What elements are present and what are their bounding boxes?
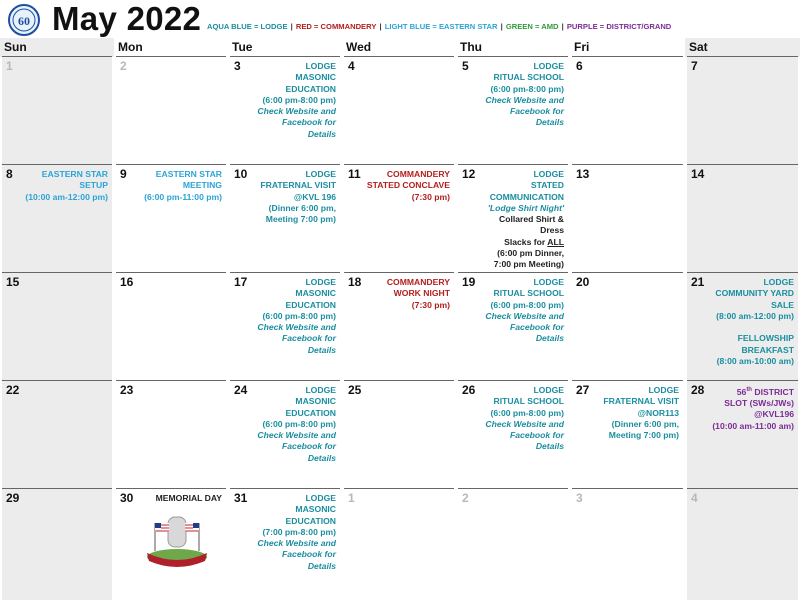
event-line: Check Website and — [257, 322, 336, 333]
event-line: (10:00 am-11:00 am) — [712, 420, 794, 431]
svg-text:60: 60 — [18, 14, 30, 28]
event-line: (Dinner 6:00 pm, — [611, 418, 679, 429]
day-number: 30 — [120, 491, 134, 505]
event-block[interactable] — [252, 385, 336, 464]
event-line: MEMORIAL DAY — [155, 493, 222, 503]
day-number: 31 — [234, 491, 248, 505]
calendar-day-cell[interactable] — [572, 380, 683, 488]
calendar-day-cell[interactable] — [344, 488, 454, 600]
event-line: (Dinner 6:00 pm, — [268, 202, 336, 213]
page-title: May 2022 — [52, 0, 202, 37]
calendar-day-cell[interactable] — [230, 164, 340, 272]
event-line: MASONIC EDUCATION — [285, 504, 336, 526]
event-line: LODGE — [533, 277, 564, 287]
day-number: 4 — [348, 59, 355, 73]
day-number: 5 — [462, 59, 469, 73]
event-block[interactable] — [252, 493, 336, 572]
event-line: (6:00 pm-8:00 pm) — [490, 299, 564, 310]
event-line: (7:00 pm-8:00 pm) — [262, 526, 336, 537]
calendar-day-cell[interactable] — [2, 272, 112, 380]
event-block[interactable] — [709, 385, 794, 432]
event-block[interactable] — [594, 385, 679, 441]
event-line: Meeting 7:00 pm) — [608, 430, 679, 441]
event-line: LODGE — [648, 385, 679, 395]
event-line: MEETING — [182, 180, 222, 191]
day-number: 16 — [120, 275, 134, 289]
legend-item: GREEN = AMD — [505, 22, 559, 31]
event-line: SLOT (SWs/JWs) — [724, 398, 794, 409]
event-line: WORK NIGHT — [393, 288, 450, 299]
event-line: RITUAL SCHOOL — [493, 72, 564, 83]
event-line: LODGE — [533, 61, 564, 71]
calendar-day-cell[interactable] — [572, 488, 683, 600]
calendar-day-cell[interactable] — [230, 56, 340, 164]
event-line: EASTERN STAR — [41, 169, 108, 179]
event-block[interactable] — [709, 277, 794, 367]
legend-item: PURPLE = DISTRICT/GRAND — [566, 22, 672, 31]
event-line: (6:00 pm-8:00 pm) — [262, 310, 336, 321]
day-number: 22 — [6, 383, 20, 397]
event-line: Facebook for Details — [510, 430, 564, 452]
event-block[interactable] — [252, 277, 336, 356]
event-line: (6:00 pm Dinner, — [497, 248, 564, 259]
event-line: Check Website and — [257, 430, 336, 441]
event-line: (6:00 pm-8:00 pm) — [490, 407, 564, 418]
event-line: MASONIC EDUCATION — [285, 288, 336, 310]
day-number: 4 — [691, 491, 698, 505]
calendar-day-cell[interactable] — [458, 380, 568, 488]
event-block[interactable] — [252, 169, 336, 225]
event-line: (6:00 pm-8:00 pm) — [262, 94, 336, 105]
event-line: STATED CONCLAVE — [366, 180, 450, 191]
event-line: LODGE — [533, 385, 564, 395]
event-line: RITUAL SCHOOL — [493, 396, 564, 407]
day-number: 1 — [348, 491, 355, 505]
calendar-grid — [0, 38, 800, 600]
calendar-day-cell[interactable] — [687, 272, 798, 380]
day-number: 12 — [462, 167, 476, 181]
day-number: 3 — [576, 491, 583, 505]
calendar-day-cell[interactable] — [2, 380, 112, 488]
calendar-day-cell[interactable] — [344, 272, 454, 380]
day-number: 20 — [576, 275, 590, 289]
day-number: 6 — [576, 59, 583, 73]
calendar-day-cell[interactable] — [687, 56, 798, 164]
event-line: Slacks for ALL — [504, 236, 564, 247]
calendar-day-cell[interactable] — [116, 488, 226, 600]
event-line: 56th DISTRICT — [736, 386, 794, 397]
calendar-day-cell[interactable] — [2, 488, 112, 600]
event-line: Check Website and — [257, 538, 336, 549]
legend-item: AQUA BLUE = LODGE — [207, 22, 288, 31]
day-number: 28 — [691, 383, 705, 397]
event-line: STATED — [530, 180, 564, 191]
event-line: (7:30 pm) — [411, 191, 450, 202]
event-line: @KVL196 — [754, 409, 794, 420]
event-line: Facebook for Details — [510, 106, 564, 128]
day-number: 11 — [348, 167, 361, 181]
event-line: Check Website and — [257, 106, 336, 117]
event-line: Collared Shirt & Dress — [499, 214, 564, 236]
day-number: 3 — [234, 59, 241, 73]
calendar-day-cell[interactable] — [687, 488, 798, 600]
event-line: (6:00 pm-8:00 pm) — [490, 83, 564, 94]
legend-item: | — [559, 22, 566, 31]
event-line: COMMANDERY — [386, 277, 450, 287]
day-number: 9 — [120, 167, 127, 181]
calendar-day-cell[interactable] — [458, 164, 568, 272]
event-block[interactable] — [366, 277, 450, 311]
event-block[interactable] — [366, 169, 450, 203]
event-line: 'Lodge Shirt Night' — [487, 202, 564, 213]
event-line: 7:00 pm Meeting) — [493, 259, 564, 270]
legend-item: RED = COMMANDERY — [295, 22, 377, 31]
day-number: 14 — [691, 167, 705, 181]
calendar-day-cell[interactable] — [687, 380, 798, 488]
legend-item: | — [498, 22, 505, 31]
weekday-header-thu: Thu — [460, 40, 482, 54]
day-number: 1 — [6, 59, 13, 73]
event-line: BREAKFAST — [741, 344, 794, 355]
day-number: 21 — [691, 275, 705, 289]
legend-item: | — [377, 22, 384, 31]
event-block[interactable] — [480, 277, 564, 345]
day-number: 8 — [6, 167, 13, 181]
calendar-day-cell[interactable] — [2, 164, 112, 272]
event-line: (7:30 pm) — [411, 299, 450, 310]
day-number: 17 — [234, 275, 248, 289]
event-line: LODGE — [305, 493, 336, 503]
day-number: 7 — [691, 59, 698, 73]
event-line: (10:00 am-12:00 pm) — [25, 191, 108, 202]
event-line — [709, 322, 794, 333]
day-number: 19 — [462, 275, 476, 289]
event-line: COMMUNICATION — [489, 191, 564, 202]
calendar-day-cell[interactable] — [572, 272, 683, 380]
legend-item: | — [288, 22, 295, 31]
day-number: 18 — [348, 275, 362, 289]
weekday-header-fri: Fri — [574, 40, 590, 54]
calendar-day-cell[interactable] — [344, 164, 454, 272]
calendar-day-cell[interactable] — [344, 56, 454, 164]
weekday-header-wed: Wed — [346, 40, 372, 54]
event-line: Meeting 7:00 pm) — [265, 214, 336, 225]
event-block[interactable] — [24, 169, 108, 203]
event-line: (6:00 pm-11:00 pm) — [144, 191, 222, 202]
day-number: 25 — [348, 383, 362, 397]
event-line: COMMUNITY YARD SALE — [715, 288, 794, 310]
calendar-day-cell[interactable] — [116, 56, 226, 164]
memorial-day-graphic — [141, 511, 213, 571]
calendar-day-cell[interactable] — [458, 56, 568, 164]
event-line: Facebook for Details — [282, 549, 336, 571]
event-line: RITUAL SCHOOL — [493, 288, 564, 299]
day-number: 2 — [120, 59, 127, 73]
calendar-day-cell[interactable] — [2, 56, 112, 164]
day-number: 15 — [6, 275, 20, 289]
lodge-logo — [6, 4, 42, 36]
calendar-day-cell[interactable] — [230, 272, 340, 380]
event-line: SETUP — [79, 180, 108, 191]
day-number: 26 — [462, 383, 476, 397]
event-line: EASTERN STAR — [155, 169, 222, 179]
event-line: FRATERNAL VISIT — [260, 180, 336, 191]
calendar-day-cell[interactable] — [572, 164, 683, 272]
event-block[interactable] — [480, 169, 564, 271]
calendar-day-cell[interactable] — [116, 164, 226, 272]
day-number: 10 — [234, 167, 248, 181]
event-line: MASONIC EDUCATION — [285, 396, 336, 418]
event-line: COMMANDERY — [386, 169, 450, 179]
day-number: 23 — [120, 383, 134, 397]
day-number: 27 — [576, 383, 590, 397]
weekday-header-mon: Mon — [118, 40, 143, 54]
event-block[interactable] — [138, 169, 222, 203]
event-line: @KVL 196 — [293, 191, 336, 202]
day-number: 24 — [234, 383, 248, 397]
color-legend — [207, 22, 672, 31]
event-line: MASONIC EDUCATION — [285, 72, 336, 94]
weekday-header-tue: Tue — [232, 40, 253, 54]
day-number: 29 — [6, 491, 20, 505]
weekday-header-sun: Sun — [0, 38, 114, 57]
calendar-day-cell[interactable] — [230, 488, 340, 600]
event-line: Facebook for Details — [510, 322, 564, 344]
event-line: FRATERNAL VISIT — [603, 396, 679, 407]
event-block[interactable] — [138, 493, 222, 504]
calendar-day-cell[interactable] — [687, 164, 798, 272]
event-line: (8:00 am-10:00 am) — [716, 356, 794, 367]
calendar-day-cell[interactable] — [116, 380, 226, 488]
event-line: LODGE — [305, 61, 336, 71]
event-line: Check Website and — [485, 94, 564, 105]
event-block[interactable] — [480, 385, 564, 453]
event-line: Facebook for Details — [282, 117, 336, 139]
event-block[interactable] — [252, 61, 336, 140]
event-line: FELLOWSHIP — [737, 333, 794, 344]
event-line: LODGE — [533, 169, 564, 179]
event-line: LODGE — [305, 277, 336, 287]
calendar-day-cell[interactable] — [458, 488, 568, 600]
event-line: Check Website and — [485, 310, 564, 321]
calendar-day-cell[interactable] — [230, 380, 340, 488]
event-block[interactable] — [480, 61, 564, 129]
event-line: (6:00 pm-8:00 pm) — [262, 418, 336, 429]
event-line: Check Website and — [485, 418, 564, 429]
event-line: Facebook for Details — [282, 441, 336, 463]
calendar-day-cell[interactable] — [116, 272, 226, 380]
event-line: (8:00 am-12:00 pm) — [716, 310, 794, 321]
calendar-day-cell[interactable] — [458, 272, 568, 380]
event-line: Facebook for Details — [282, 333, 336, 355]
calendar-day-cell[interactable] — [344, 380, 454, 488]
event-line: LODGE — [305, 385, 336, 395]
calendar-day-cell[interactable] — [572, 56, 683, 164]
weekday-header-sat: Sat — [685, 38, 800, 57]
event-line: LODGE — [763, 277, 794, 287]
day-number: 13 — [576, 167, 590, 181]
day-number: 2 — [462, 491, 469, 505]
event-line: @NOR113 — [637, 407, 679, 418]
event-line: LODGE — [305, 169, 336, 179]
legend-item: LIGHT BLUE = EASTERN STAR — [384, 22, 498, 31]
